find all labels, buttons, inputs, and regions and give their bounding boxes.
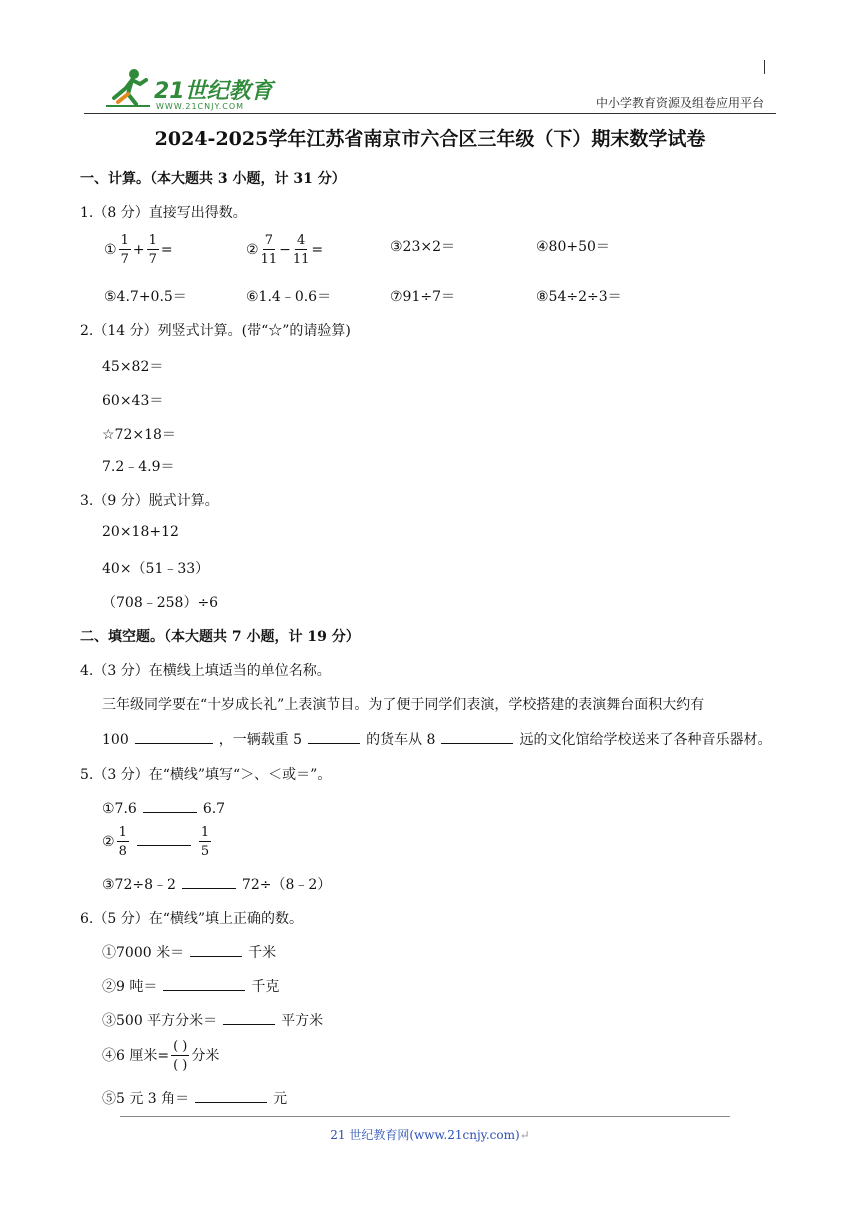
q1-item-8: ⑧54÷2÷3＝ xyxy=(536,289,622,305)
q4-part-2: ，一辆载重 5 xyxy=(218,732,303,748)
answer-blank[interactable] xyxy=(182,874,236,889)
q1-item-4: ④80+50＝ xyxy=(536,239,610,255)
q4-text-line-1: 三年级同学要在“十岁成长礼”上表演节目。为了便于同学们表演，学校搭建的表演舞台面积大约有 xyxy=(102,697,705,713)
q6-item-3 xyxy=(102,1010,323,1030)
answer-blank[interactable] xyxy=(441,729,513,744)
fraction xyxy=(117,826,129,858)
numerator: 7 xyxy=(264,233,273,248)
answer-blank[interactable] xyxy=(135,729,213,744)
q5-left-expr: ③72÷8﹣2 xyxy=(102,877,176,893)
q6-left-text: ③500 平方分米＝ xyxy=(102,1013,218,1029)
site-logo xyxy=(106,66,276,112)
q6-left-text: ⑤5 元 3 角＝ xyxy=(102,1091,190,1107)
q1-item-6: ⑥1.4﹣0.6＝ xyxy=(246,289,332,305)
logo-url: WWW.21CNJY.COM xyxy=(156,102,245,111)
footer-credit xyxy=(0,1126,860,1143)
denominator: 5 xyxy=(200,844,210,859)
fraction xyxy=(119,234,131,266)
item-marker: ① xyxy=(104,242,117,258)
q2-item-1: 45×82＝ xyxy=(102,359,164,375)
q6-item-2 xyxy=(102,976,279,996)
q2-item-2: 60×43＝ xyxy=(102,393,164,409)
logo-text: 21世纪教育 xyxy=(154,79,273,104)
section-1-heading: 一、计算。（本大题共 3 小题，计 31 分） xyxy=(80,171,346,187)
q1-item-5: ⑤4.7+0.5＝ xyxy=(104,289,187,305)
numerator: 1 xyxy=(200,825,210,840)
q1-item-2 xyxy=(246,234,323,266)
return-mark-icon: ↵ xyxy=(519,1128,530,1142)
q6-unit: 千克 xyxy=(251,979,280,995)
fraction xyxy=(293,234,310,266)
q6-left-text: ①7000 米＝ xyxy=(102,945,185,961)
answer-blank[interactable] xyxy=(195,1088,267,1103)
question-1-stem: 1.（8 分）直接写出得数。 xyxy=(80,205,247,221)
q5-item-2 xyxy=(102,826,213,858)
q5-right-expr: 6.7 xyxy=(202,801,226,817)
equals-sign: = xyxy=(160,242,173,258)
q1-item-3: ③23×2＝ xyxy=(390,239,456,255)
footer-divider xyxy=(120,1116,730,1117)
q3-item-2: 40×（51﹣33） xyxy=(102,561,210,577)
q5-left-expr: ①7.6 xyxy=(102,801,137,817)
q6-left-text: ②9 吨＝ xyxy=(102,979,158,995)
q6-unit: 分米 xyxy=(191,1048,220,1064)
answer-blank[interactable] xyxy=(163,976,245,991)
denominator: ( ) xyxy=(173,1058,188,1073)
header-platform-text: 中小学教育资源及组卷应用平台 xyxy=(595,96,764,110)
operator: + xyxy=(132,242,145,258)
fraction xyxy=(147,234,159,266)
q6-item-5 xyxy=(102,1088,287,1108)
question-5-stem: 5.（3 分）在“横线”填写“＞、＜或＝”。 xyxy=(80,767,332,783)
q4-part-4: 远的文化馆给学校送来了各种音乐器材。 xyxy=(519,732,772,748)
q5-right-expr: 72÷（8﹣2） xyxy=(241,877,332,893)
item-marker: ② xyxy=(246,242,259,258)
question-2-stem: 2.（14 分）列竖式计算。(带“☆”的请验算) xyxy=(80,323,351,339)
answer-blank[interactable] xyxy=(143,798,197,813)
q6-left-text: ④6 厘米= xyxy=(102,1048,170,1064)
answer-blank[interactable] xyxy=(308,729,360,744)
footer-link[interactable]: 21 世纪教育网(www.21cnjy.com) xyxy=(330,1128,520,1142)
answer-blank[interactable] xyxy=(223,1010,275,1025)
q5-item-1 xyxy=(102,798,225,817)
denominator: 8 xyxy=(118,844,127,859)
q6-unit: 千米 xyxy=(248,945,277,961)
answer-blank[interactable] xyxy=(190,942,242,957)
q6-unit: 平方米 xyxy=(281,1013,324,1029)
q2-item-4: 7.2﹣4.9＝ xyxy=(102,459,175,475)
item-marker: ② xyxy=(102,834,115,850)
q6-item-1 xyxy=(102,942,276,962)
operator: − xyxy=(279,242,291,258)
q4-part-1: 100 xyxy=(102,732,129,748)
section-2-heading: 二、填空题。（本大题共 7 小题，计 19 分） xyxy=(80,629,360,645)
q3-item-3: （708﹣258）÷6 xyxy=(102,595,219,611)
question-6-stem: 6.（5 分）在“横线”填上正确的数。 xyxy=(80,911,304,927)
question-4-stem: 4.（3 分）在横线上填适当的单位名称。 xyxy=(80,663,331,679)
q4-part-3: 的货车从 8 xyxy=(366,732,436,748)
numerator: ( ) xyxy=(173,1039,188,1054)
denominator: 7 xyxy=(120,252,129,267)
numerator: 1 xyxy=(148,233,157,248)
q1-item-1 xyxy=(104,234,173,266)
numerator: 1 xyxy=(120,233,129,248)
denominator: 11 xyxy=(292,252,310,267)
header-tick-mark xyxy=(764,60,765,74)
header-divider xyxy=(84,113,776,114)
fraction-blank[interactable] xyxy=(171,1040,189,1072)
equals-sign: = xyxy=(311,242,324,258)
q2-item-3: ☆72×18＝ xyxy=(102,427,176,443)
denominator: 7 xyxy=(148,252,157,267)
denominator: 11 xyxy=(260,252,278,267)
q3-item-1: 20×18+12 xyxy=(102,524,179,540)
runner-icon xyxy=(106,68,152,108)
q6-item-4 xyxy=(102,1040,219,1072)
q6-unit: 元 xyxy=(273,1091,288,1107)
answer-blank[interactable] xyxy=(137,831,191,846)
q1-item-7: ⑦91÷7＝ xyxy=(390,289,456,305)
numerator: 1 xyxy=(118,825,127,840)
q4-text-line-2 xyxy=(102,729,771,749)
fraction xyxy=(261,234,278,266)
q5-item-3 xyxy=(102,874,331,894)
page-title: 2024-2025学年江苏省南京市六合区三年级（下）期末数学试卷 xyxy=(154,128,706,150)
question-3-stem: 3.（9 分）脱式计算。 xyxy=(80,493,219,509)
numerator: 4 xyxy=(296,233,306,248)
fraction xyxy=(199,826,211,858)
